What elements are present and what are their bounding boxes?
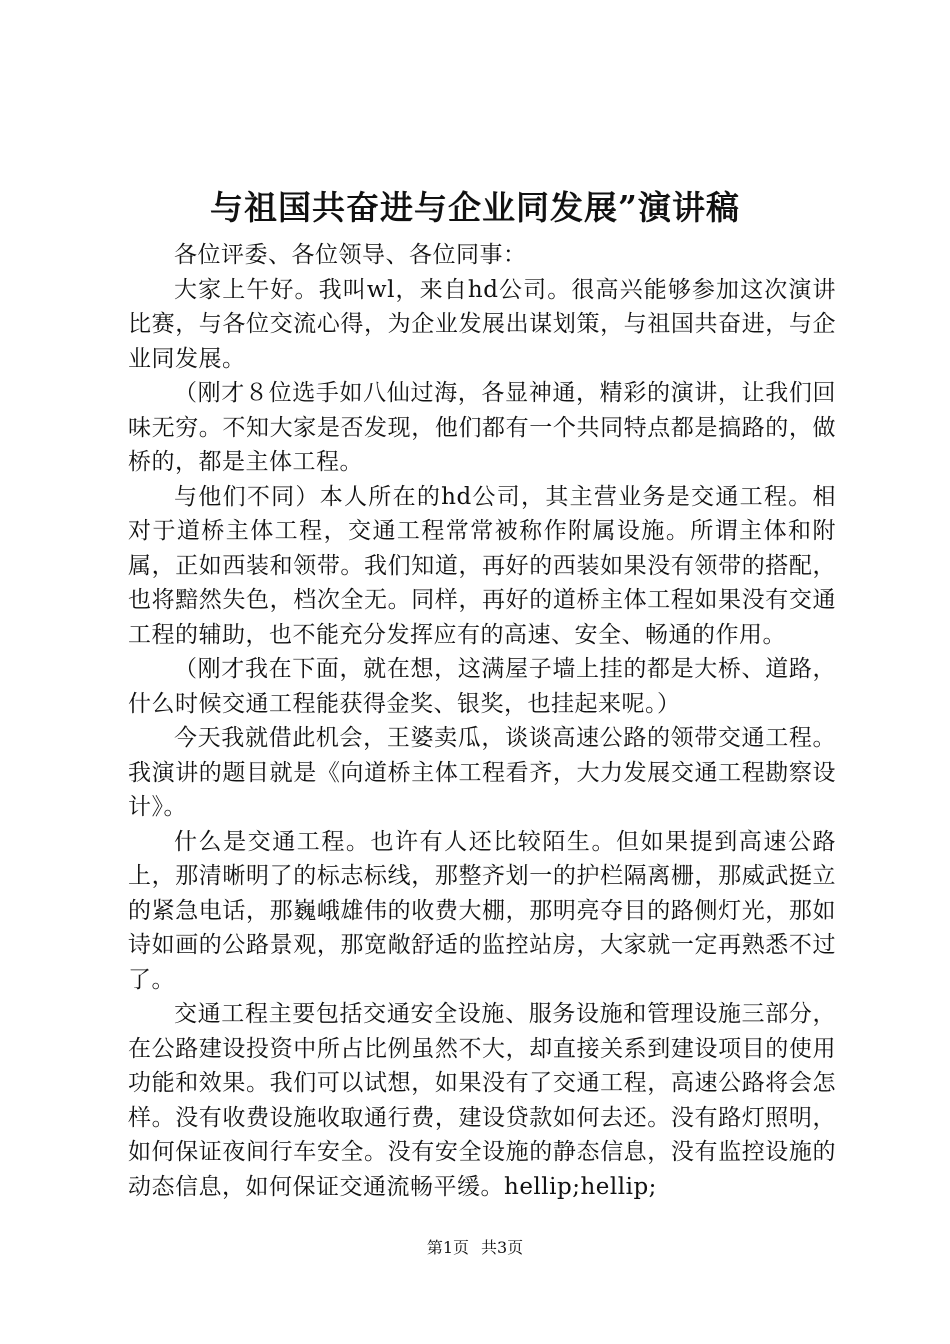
- paragraph-salutation: 各位评委、各位领导、各位同事：: [174, 242, 527, 268]
- paragraph: （刚才我在下面，就在想，这满屋子墙上挂的都是大桥、道路，什么时候交通工程能获得金奖、银奖，也挂起来呢。）: [128, 656, 836, 717]
- paragraph: （刚才８位选手如八仙过海，各显神通，精彩的演讲，让我们回味无穷。不知大家是否发现，他们都有一个共同特点都是搞路的，做桥的，都是主体工程。: [128, 380, 836, 475]
- paragraph: 什么是交通工程。也许有人还比较陌生。但如果提到高速公路上，那清晰明了的标志标线，那整齐划一的护栏隔离栅，那威武挺立的紧急电话，那巍峨雄伟的收费大棚，那明亮夺目的路侧灯光，那如诗如画的公路景观，那宽敞舒适的监控站房，大家就一定再熟悉不过了。: [128, 828, 836, 993]
- page-footer: [0, 1238, 950, 1258]
- paragraph: 大家上午好。我叫wl，来自hd公司。很高兴能够参加这次演讲比赛，与各位交流心得，为企业发展出谋划策，与祖国共奋进，与企业同发展。: [128, 276, 836, 372]
- document-body: [128, 238, 836, 1204]
- document-title: 与祖国共奋进与企业同发展”演讲稿: [210, 188, 740, 227]
- page-total: 共3页: [481, 1238, 524, 1257]
- paragraph: 与他们不同）本人所在的hd公司，其主营业务是交通工程。相对于道桥主体工程，交通工程常常被称作附属设施。所谓主体和附属，正如西装和领带。我们知道，再好的西装如果没有领带的搭配，也将黯然失色，档次全无。同样，再好的道桥主体工程如果没有交通工程的辅助，也不能充分发挥应有的高速、安全、畅通的作用。: [128, 483, 836, 648]
- page-number: 第1页: [426, 1238, 469, 1257]
- paragraph: 今天我就借此机会，王婆卖瓜，谈谈高速公路的领带交通工程。我演讲的题目就是《向道桥主体工程看齐，大力发展交通工程勘察设计》。: [128, 725, 836, 820]
- paragraph: 交通工程主要包括交通安全设施、服务设施和管理设施三部分，在公路建设投资中所占比例虽然不大，却直接关系到建设项目的使用功能和效果。我们可以试想，如果没有了交通工程，高速公路将会怎样。没有收费设施收取通行费，建设贷款如何去还。没有路灯照明，如何保证夜间行车安全。没有安全设施的静态信息，没有监控设施的动态信息，如何保证交通流畅平缓。hellip;hellip;: [128, 1001, 836, 1200]
